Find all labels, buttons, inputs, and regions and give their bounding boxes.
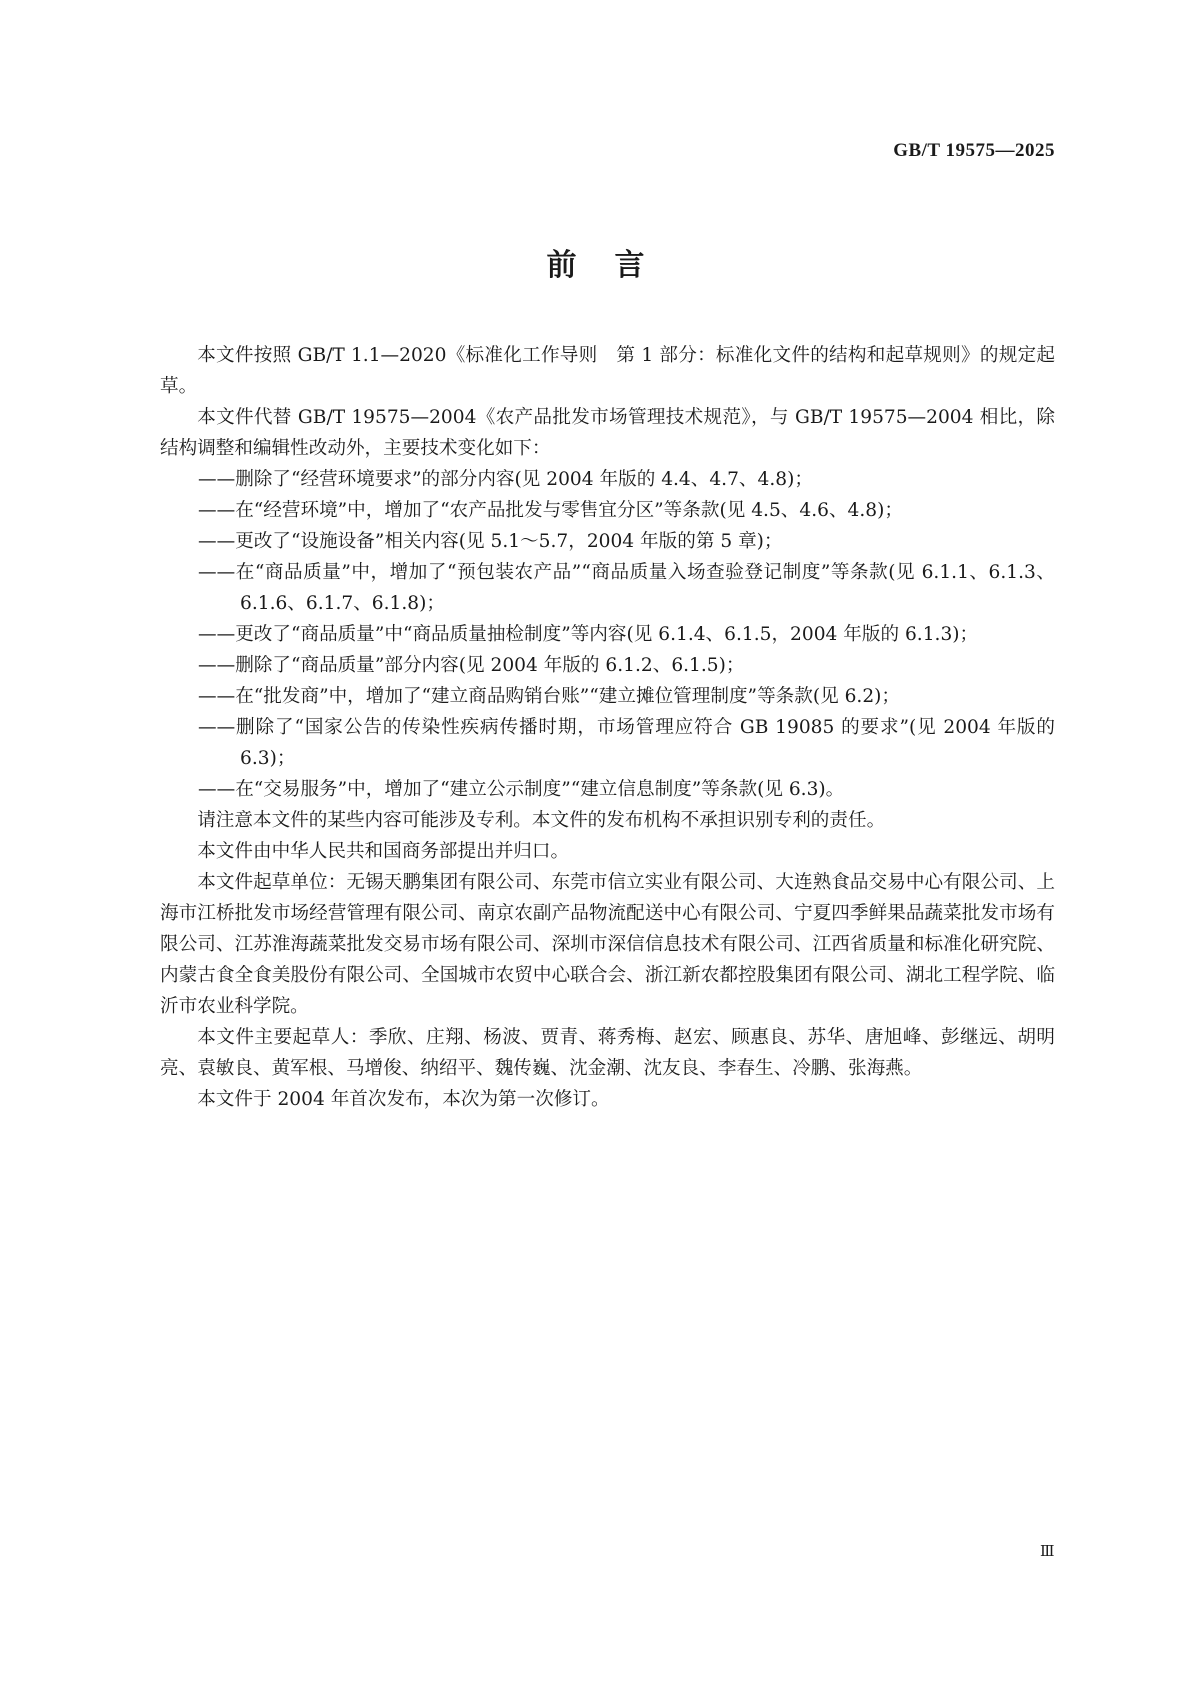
change-item: ——删除了“国家公告的传染性疾病传播时期，市场管理应符合 GB 19085 的要求”(见 2004 年版的 6.3)； bbox=[198, 717, 1055, 769]
change-item: ——在“经营环境”中，增加了“农产品批发与零售宜分区”等条款(见 4.5、4.6、4.8)； bbox=[198, 500, 903, 521]
standard-number: GB/T 19575—2025 bbox=[893, 140, 1055, 161]
paragraph-drafting-units: 本文件起草单位：无锡天鹏集团有限公司、东莞市信立实业有限公司、大连熟食品交易中心有限公司、上海市江桥批发市场经营管理有限公司、南京农副产品物流配送中心有限公司、宁夏四季鲜果品蔬菜批发市场有限公司、江苏淮海蔬菜批发交易市场有限公司、深圳市深信信息技术有限公司、江西省质量和标准化研究院、内蒙古食全食美股份有限公司、全国城市农贸中心联合会、浙江新农都控股集团有限公司、湖北工程学院、临沂市农业科学院。 bbox=[160, 872, 1055, 1017]
foreword-body bbox=[160, 340, 1055, 1115]
paragraph-replacement-notice: 本文件代替 GB/T 19575—2004《农产品批发市场管理技术规范》，与 GB/T 19575—2004 相比，除结构调整和编辑性改动外，主要技术变化如下： bbox=[160, 407, 1055, 459]
technical-changes-list bbox=[160, 464, 1055, 805]
paragraph-proposer: 本文件由中华人民共和国商务部提出并归口。 bbox=[197, 841, 570, 862]
page-title: 前言 bbox=[546, 248, 683, 283]
page-number: Ⅲ bbox=[1040, 1544, 1054, 1560]
change-item: ——在“交易服务”中，增加了“建立公示制度”“建立信息制度”等条款(见 6.3)。 bbox=[198, 779, 845, 800]
change-item: ——删除了“经营环境要求”的部分内容(见 2004 年版的 4.4、4.7、4.8)； bbox=[198, 469, 813, 490]
change-item: ——更改了“设施设备”相关内容(见 5.1～5.7，2004 年版的第 5 章)； bbox=[198, 531, 783, 552]
paragraph-drafters: 本文件主要起草人：季欣、庄翔、杨波、贾青、蒋秀梅、赵宏、顾惠良、苏华、唐旭峰、彭继远、胡明亮、袁敏良、黄军根、马增俊、纳绍平、魏传巍、沈金潮、沈友良、李春生、冷鹏、张海燕。 bbox=[160, 1027, 1055, 1079]
change-item: ——删除了“商品质量”部分内容(见 2004 年版的 6.1.2、6.1.5)； bbox=[198, 655, 745, 676]
change-item: ——在“商品质量”中，增加了“预包装农产品”“商品质量入场查验登记制度”等条款(见 6.1.1、6.1.3、6.1.6、6.1.7、6.1.8)； bbox=[198, 562, 1055, 614]
paragraph-drafting-rules: 本文件按照 GB/T 1.1—2020《标准化工作导则 第 1 部分：标准化文件的结构和起草规则》的规定起草。 bbox=[160, 345, 1055, 397]
change-item: ——在“批发商”中，增加了“建立商品购销台账”“建立摊位管理制度”等条款(见 6.2)； bbox=[198, 686, 901, 707]
paragraph-revision-history: 本文件于 2004 年首次发布，本次为第一次修订。 bbox=[197, 1089, 610, 1110]
paragraph-patent-notice: 请注意本文件的某些内容可能涉及专利。本文件的发布机构不承担识别专利的责任。 bbox=[197, 810, 886, 831]
change-item: ——更改了“商品质量”中“商品质量抽检制度”等内容(见 6.1.4、6.1.5，2004 年版的 6.1.3)； bbox=[198, 624, 979, 645]
